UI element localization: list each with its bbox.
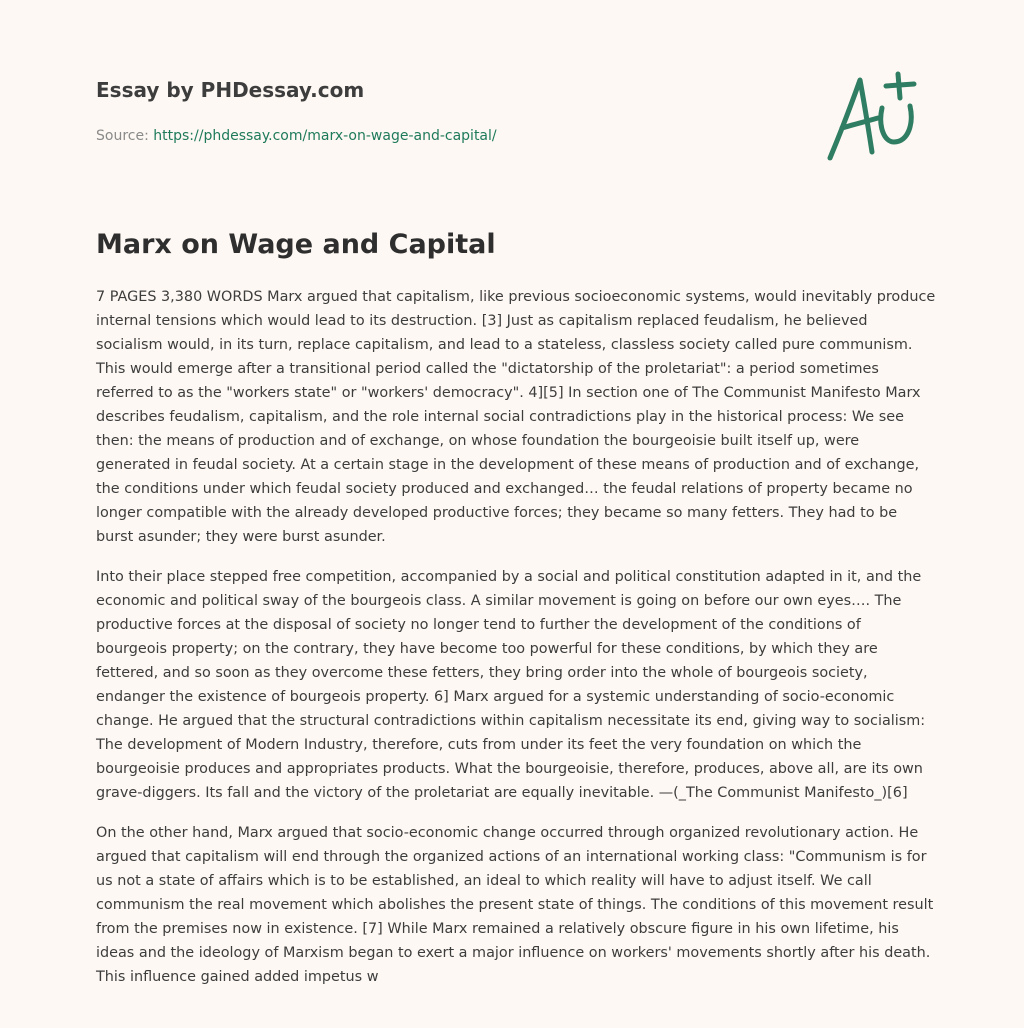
essay-title: Marx on Wage and Capital [96, 229, 496, 260]
brand-title: Essay by PHDessay.com [96, 78, 365, 102]
essay-paragraph: 7 PAGES 3,380 WORDS Marx argued that capitalism, like previous socioeconomic systems, would inevitably produce internal tensions which would lead to its destruction. [3] Just as capitalism replaced feudalism, he believed socialism would, in its turn, replace capitalism, and lead to a stateless, classless society called pure communism. This would emerge after a transitional period called the "dictatorship of the proletariat": a period sometimes referred to as the "workers state" or "workers' democracy". 4][5] In section one of The Communist Manifesto Marx describes feudalism, capitalism, and the role internal social contradictions play in the historical process: We see then: the means of production and of exchange, on whose foundation the bourgeoisie built itself up, were generated in feudal society. At a certain stage in the development of these means of production and of exchange, the conditions under which feudal society produced and exchanged… the feudal relations of property became no longer compatible with the already developed productive forces; they became so many fetters. They had to be burst asunder; they were burst asunder. [96, 289, 936, 545]
source-label: Source: [96, 128, 149, 144]
essay-header [96, 76, 796, 146]
essay-paragraph: Into their place stepped free competition, accompanied by a social and political constitution adapted in it, and the economic and political sway of the bourgeois class. A similar movement is going on before our own eyes…. The productive forces at the disposal of society no longer tend to further the development of the conditions of bourgeois property; on the contrary, they have become too powerful for these conditions, by which they are fettered, and so soon as they overcome these fetters, they bring order into the whole of bourgeois society, endanger the existence of bourgeois property. 6] Marx argued for a systemic understanding of socio-economic change. He argued that the structural contradictions within capitalism necessitate its end, giving way to socialism: The development of Modern Industry, therefore, cuts from under its feet the very foundation on which the bourgeoisie produces and appropriates products. What the bourgeoisie, therefore, produces, above all, are its own grave-diggers. Its fall and the victory of the proletariat are equally inevitable. —(_The Communist Manifesto_)[6] [96, 569, 926, 801]
source-link[interactable]: https://phdessay.com/marx-on-wage-and-capital/ [153, 128, 497, 144]
essay-paragraph: On the other hand, Marx argued that socio-economic change occurred through organized revolutionary action. He argued that capitalism will end through the organized actions of an international working class: "Communism is for us not a state of affairs which is to be established, an ideal to which reality will have to adjust itself. We call communism the real movement which abolishes the present state of things. The conditions of this movement result from the premises now in existence. [7] While Marx remained a relatively obscure figure in his own lifetime, his ideas and the ideology of Marxism began to exert a major influence on workers' movements shortly after his death. This influence gained added impetus w [96, 825, 934, 985]
a-plus-logo-icon [822, 68, 928, 164]
source-line [96, 126, 796, 146]
essay-body [96, 285, 936, 1005]
